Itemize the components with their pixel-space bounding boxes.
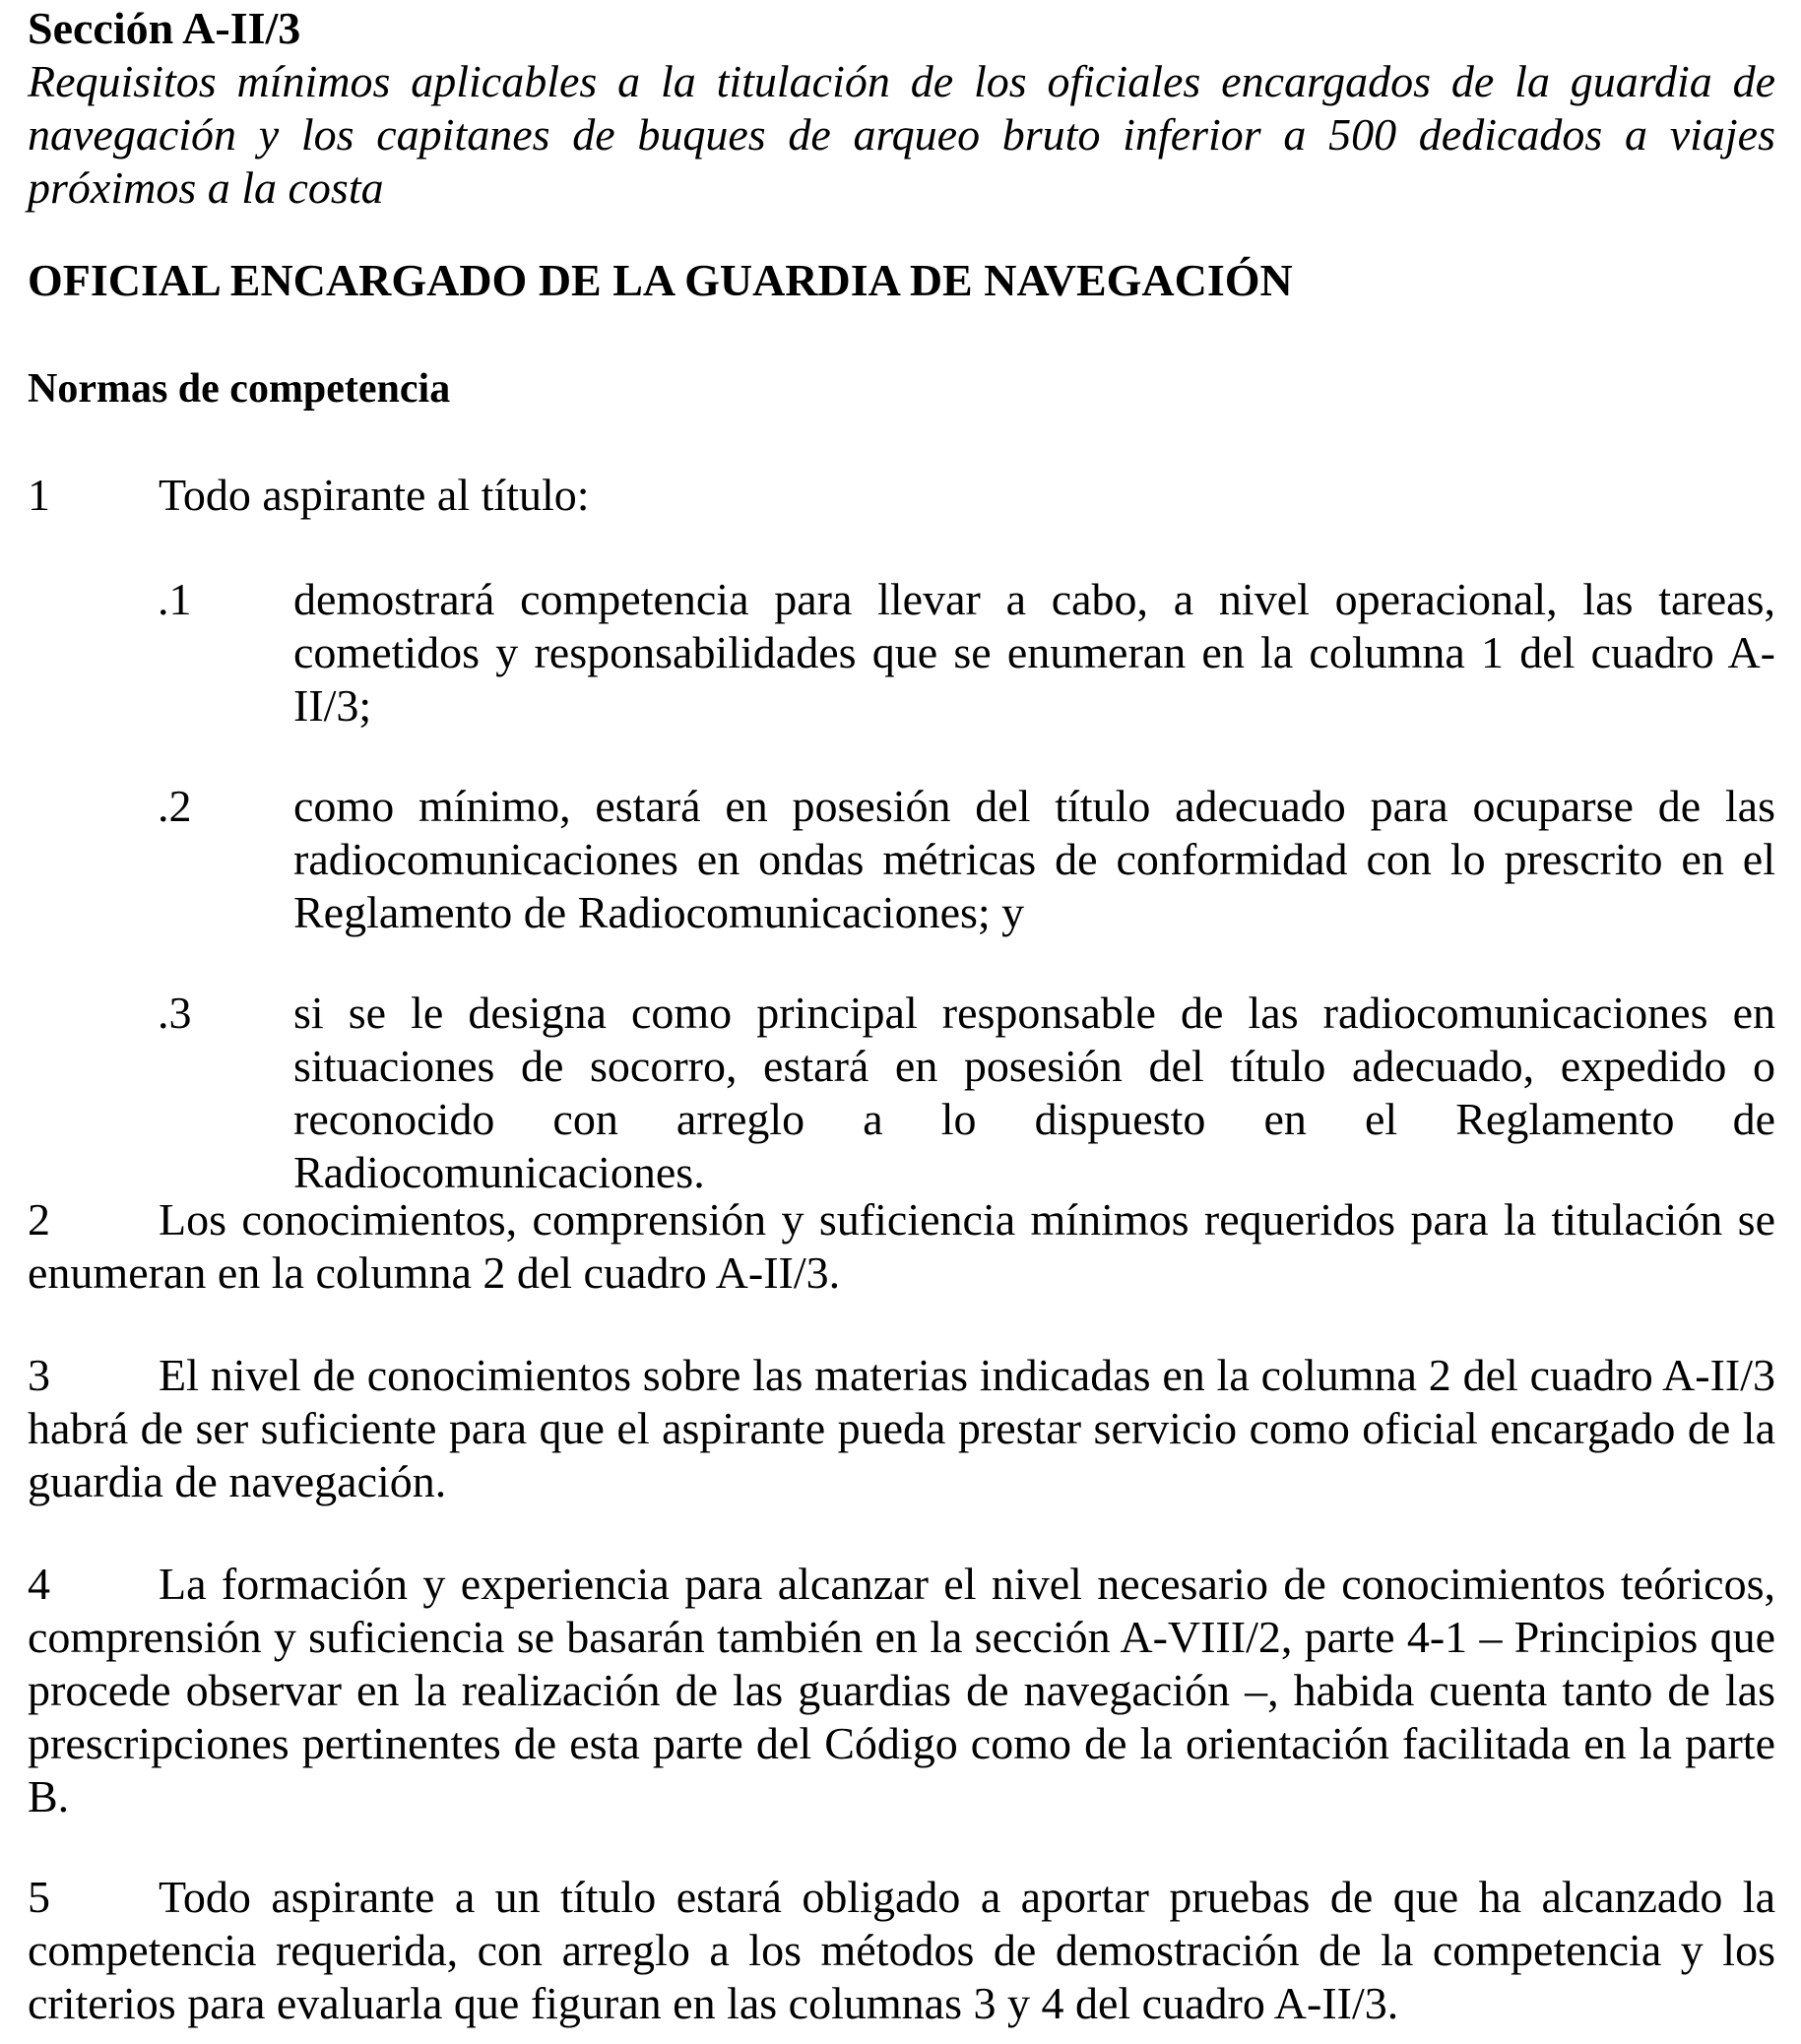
paragraph-text: La formación y experiencia para alcanzar el nivel necesario de conocimientos teóricos, comprensión y suficiencia se basarán también en la sección A-VIII/2, parte 4-1 – Principios que procede observar en la realización de las guardias de navegación –, habida cuenta tanto de las prescripciones pertinentes de esta parte del Código como de la orientación facilitada en la parte B. bbox=[28, 1559, 1775, 1821]
paragraph-number: 3 bbox=[28, 1350, 50, 1400]
paragraph-text: Los conocimientos, comprensión y suficiencia mínimos requeridos para la titulación se enumeran en la columna 2 del cuadro A-II/3. bbox=[28, 1194, 1775, 1298]
paragraph-text: Todo aspirante al título: bbox=[159, 470, 590, 520]
paragraph-2 bbox=[28, 1193, 1775, 1300]
sub-item-text: demostrará competencia para llevar a cabo, a nivel operacional, las tareas, cometidos y responsabilidades que se enumeran en la columna 1 del cuadro A-II/3; bbox=[293, 574, 1775, 731]
paragraph-text: Todo aspirante a un título estará obligado a aportar pruebas de que ha alcanzado la competencia requerida, con arreglo a los métodos de demostración de la competencia y los criterios para evaluarla que figuran en las columnas 3 y 4 del cuadro A-II/3. bbox=[28, 1872, 1775, 2028]
sub-item-number: .2 bbox=[158, 781, 192, 831]
section-title: Sección A-II/3 bbox=[28, 3, 301, 53]
sub-item-text: como mínimo, estará en posesión del título adecuado para ocuparse de las radiocomunicaciones en ondas métricas de conformidad con lo prescrito en el Reglamento de Radiocomunicaciones; y bbox=[293, 781, 1775, 937]
sub-heading: Normas de competencia bbox=[28, 366, 451, 412]
sub-item-number: .1 bbox=[158, 574, 192, 624]
section-subtitle: Requisitos mínimos aplicables a la titulación de los oficiales encargados de la guardia de navegación y los capitanes de buques de arqueo bruto inferior a 500 dedicados a viajes próximos a la costa bbox=[28, 56, 1775, 213]
paragraph-number: 4 bbox=[28, 1559, 50, 1609]
sub-item-text: si se le designa como principal responsable de las radiocomunicaciones en situaciones de socorro, estará en posesión del título adecuado, expedido o reconocido con arreglo a lo dispuesto en el Reglamento de Radiocomunicaciones. bbox=[293, 988, 1775, 1197]
paragraph-number: 1 bbox=[28, 470, 50, 520]
paragraph-number: 2 bbox=[28, 1194, 50, 1245]
sub-item-number: .3 bbox=[158, 988, 192, 1038]
paragraph-1 bbox=[28, 469, 590, 522]
paragraph-4 bbox=[28, 1558, 1775, 1823]
paragraph-3 bbox=[28, 1349, 1775, 1508]
paragraph-number: 5 bbox=[28, 1872, 50, 1922]
paragraph-text: El nivel de conocimientos sobre las materias indicadas en la columna 2 del cuadro A-II/3 habrá de ser suficiente para que el aspirante pueda prestar servicio como oficial encargado de la guardia de navegación. bbox=[28, 1350, 1775, 1506]
main-heading: OFICIAL ENCARGADO DE LA GUARDIA DE NAVEGACIÓN bbox=[28, 255, 1293, 305]
paragraph-5 bbox=[28, 1871, 1775, 2030]
